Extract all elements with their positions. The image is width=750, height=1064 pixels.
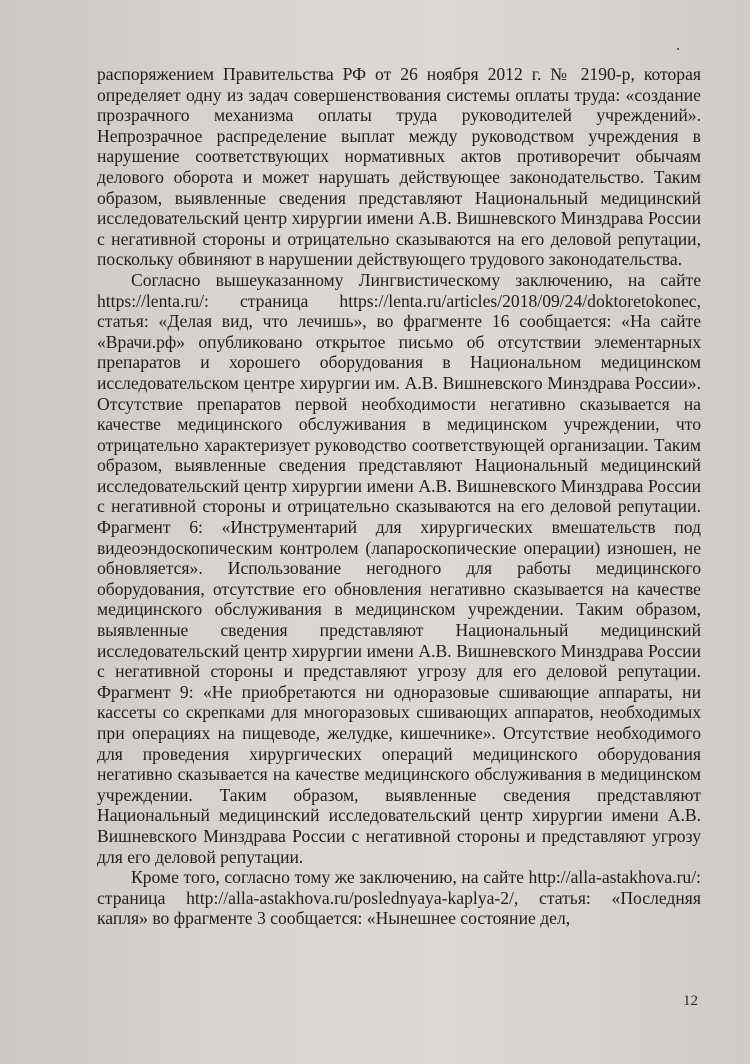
paragraph-3: Кроме того, согласно тому же заключению, на сайте http://alla-astakhova.ru/: страница http://alla-astakhova.ru/poslednyaya-kaplya-2/, статья: «Последняя капля» во фрагменте 3 сообщается: «Нынешнее состояние дел, bbox=[97, 867, 701, 929]
paragraph-1: распоряжением Правительства РФ от 26 ноября 2012 г. № 2190-р, которая определяет одну из задач совершенствования системы оплаты труда: «создание прозрачного механизма оплаты труда руководителей учреждений». Непрозрачное распределение выплат между руководством учреждения в нарушение соответствующих нормативных актов противоречит обычаям делового оборота и может нарушать действующее законодательство. Таким образом, выявленные сведения представляют Национальный медицинский исследовательский центр хирургии имени А.В. Вишневского Минздрава России с негативной стороны и отрицательно сказываются на его деловой репутации, поскольку обвиняют в нарушении действующего трудового законодательства. bbox=[97, 64, 701, 270]
document-body bbox=[97, 64, 701, 929]
paragraph-2: Согласно вышеуказанному Лингвистическому заключению, на сайте https://lenta.ru/: страница https://lenta.ru/articles/2018/09/24/doktoretokonec, статья: «Делая вид, что лечишь», во фрагменте 16 сообщается: «На сайте «Врачи.рф» опубликовано открытое письмо об отсутствии элементарных препаратов и хорошего оборудования в Национальном медицинском исследовательском центре хирургии им. А.В. Вишневского Минздрава России». Отсутствие препаратов первой необходимости негативно сказывается на качестве медицинского обслуживания в медицинском учреждении, что отрицательно характеризует руководство соответствующей организации. Таким образом, выявленные сведения представляют Национальный медицинский исследовательский центр хирургии имени А.В. Вишневского Минздрава России с негативной стороны и отрицательно сказываются на его деловой репутации. Фрагмент 6: «Инструментарий для хирургических вмешательств под видеоэндоскопическим контролем (лапароскопические операции) изношен, не обновляется». Использование негодного для работы медицинского оборудования, отсутствие его обновления негативно сказывается на качестве медицинского обслуживания в медицинском учреждении. Таким образом, выявленные сведения представляют Национальный медицинский исследовательский центр хирургии имени А.В. Вишневского Минздрава России с негативной стороны и представляют угрозу для его деловой репутации. Фрагмент 9: «Не приобретаются ни одноразовые сшивающие аппараты, ни кассеты со скрепками для многоразовых сшивающих аппаратов, необходимых при операциях на пищеводе, желудке, кишечнике». Отсутствие необходимого для проведения хирургических операций медицинского оборудования негативно сказывается на качестве медицинского обслуживания в медицинском учреждении. Таким образом, выявленные сведения представляют Национальный медицинский исследовательский центр хирургии имени А.В. Вишневского Минздрава России с негативной стороны и представляют угрозу для его деловой репутации. bbox=[97, 269, 701, 867]
page-number: 12 bbox=[683, 993, 698, 1009]
scan-speck bbox=[677, 48, 679, 50]
